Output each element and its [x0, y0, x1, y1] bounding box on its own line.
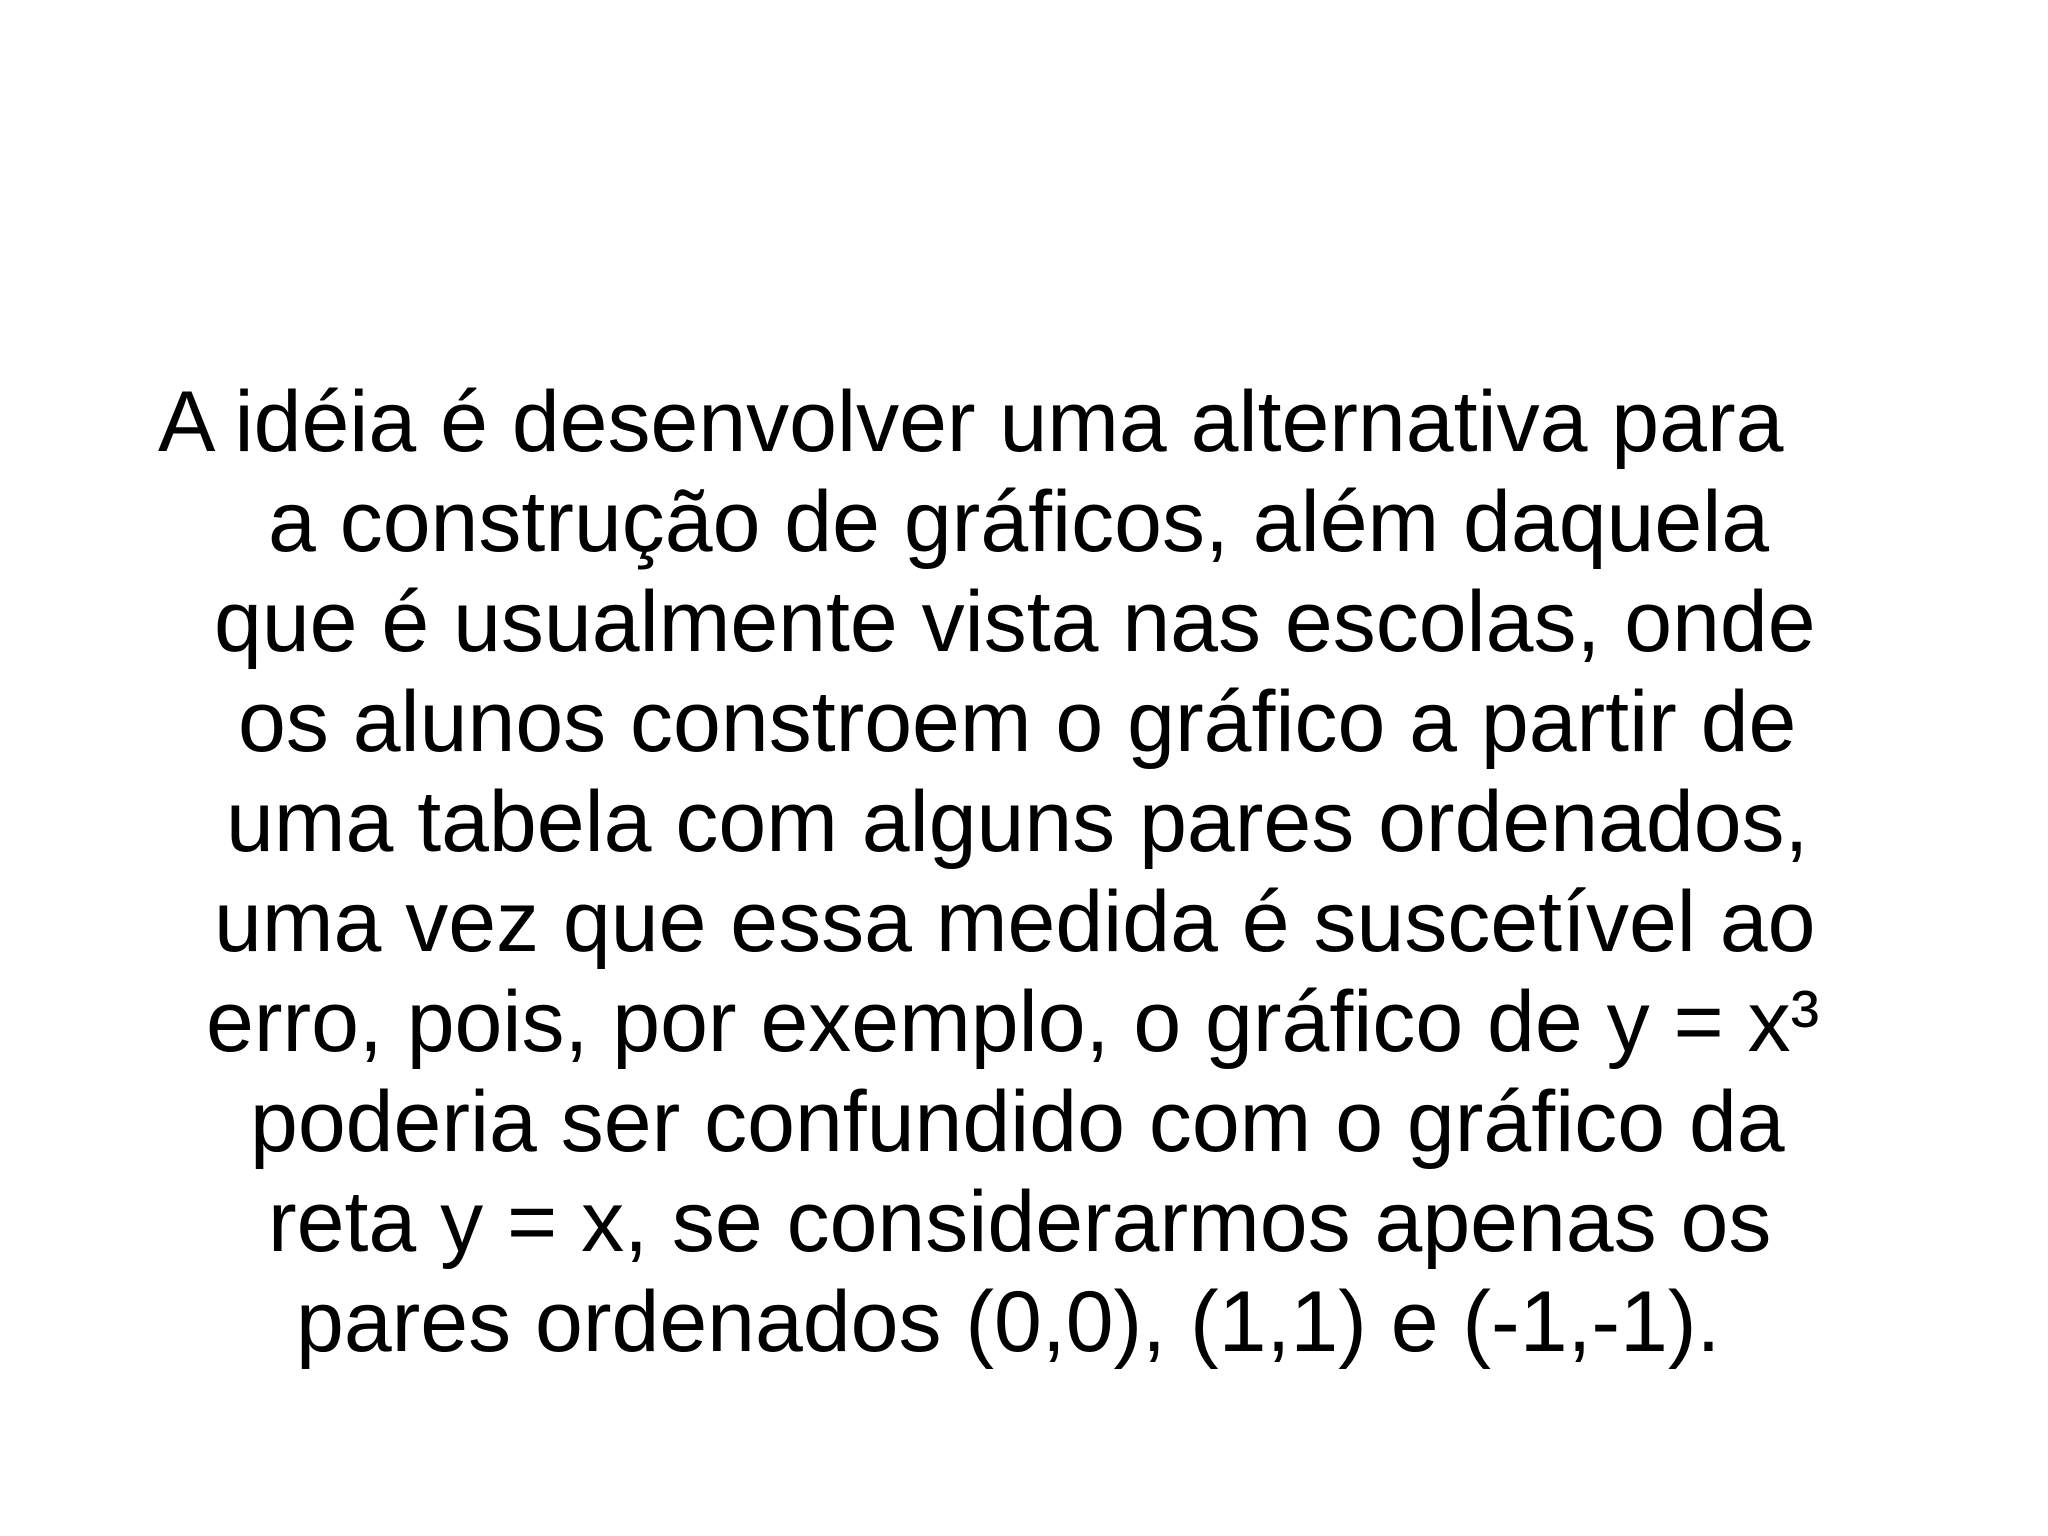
text-line-2: a construção de gráficos, além daquela	[268, 474, 1770, 570]
text-line-9: reta y = x, se considerarmos apenas os	[268, 1174, 1772, 1270]
text-line-6: uma vez que essa medida é suscetível ao	[214, 874, 1816, 970]
text-line-7: erro, pois, por exemplo, o gráfico de y = x³	[206, 974, 1820, 1070]
text-line-1: A idéia é desenvolver uma alternativa para	[158, 374, 1784, 470]
text-line-4: os alunos constroem o gráfico a partir de	[238, 674, 1797, 770]
text-line-8: poderia ser confundido com o gráfico da	[250, 1074, 1785, 1170]
text-line-5: uma tabela com alguns pares ordenados,	[226, 774, 1809, 870]
text-line-3: que é usualmente vista nas escolas, onde	[214, 574, 1816, 670]
text-line-10: pares ordenados (0,0), (1,1) e (-1,-1).	[296, 1274, 1721, 1370]
